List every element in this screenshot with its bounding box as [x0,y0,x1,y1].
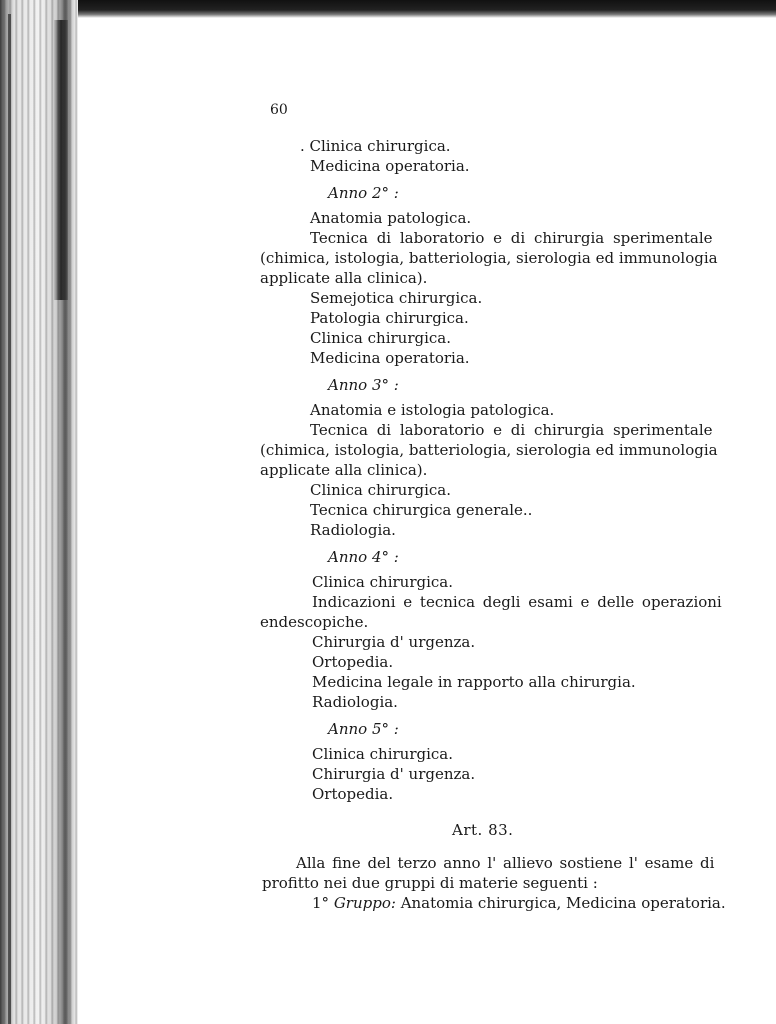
text-line: Indicazioni e tecnica degli esami e delle operazioni [312,593,722,611]
group-line [312,893,726,913]
text-line: Clinica chirurgica. [312,573,454,591]
text-line: Ortopedia. [312,785,394,803]
binding-crease [8,14,11,1024]
text-line: Ortopedia. [312,653,394,671]
group-number: 1° [312,894,334,912]
text-line: endescopiche. [260,613,369,631]
text-line: Chirurgia d' urgenza. [312,765,476,783]
text-line: Anatomia patologica. [310,209,472,227]
text-line: Patologia chirurgica. [310,309,469,327]
article-heading: Art. 83. [452,821,514,839]
page-top-shadow [0,0,776,18]
text-line: Tecnica di laboratorio e di chirurgia sperimentale [310,421,713,439]
text-line: Clinica chirurgica. [310,329,452,347]
year-heading-3: Anno 3° : [328,376,399,394]
text-line: Tecnica chirurgica generale.. [310,501,533,519]
group-label: Gruppo: [333,894,396,912]
text-line: profitto nei due gruppi di materie seguenti : [262,874,598,892]
text-line: Radiologia. [312,693,398,711]
text-line: Clinica chirurgica. [312,745,454,763]
text-line: applicate alla clinica). [260,461,428,479]
text-line: (chimica, istologia, batteriologia, sierologia ed immunologia [260,249,718,267]
text-line: Alla fine del terzo anno l' allievo sostiene l' esame di [296,854,715,872]
text-line: Chirurgia d' urgenza. [312,633,476,651]
text-line: Radiologia. [310,521,396,539]
year-heading-4: Anno 4° : [328,548,399,566]
text-line: Medicina operatoria. [310,349,470,367]
group-subjects: Anatomia chirurgica, Medicina operatoria. [395,894,726,912]
text-line: Semejotica chirurgica. [310,289,483,307]
binding-shadow [54,20,68,300]
page-number: 60 [270,102,288,118]
text-line: (chimica, istologia, batteriologia, sierologia ed immunologia [260,441,718,459]
text-line: . Clinica chirurgica. [300,137,451,155]
text-line: Tecnica di laboratorio e di chirurgia sperimentale [310,229,713,247]
text-line: Medicina operatoria. [310,157,470,175]
text-line: Clinica chirurgica. [310,481,452,499]
text-line: Anatomia e istologia patologica. [310,401,555,419]
text-line: applicate alla clinica). [260,269,428,287]
year-heading-2: Anno 2° : [328,184,399,202]
text-line: Medicina legale in rapporto alla chirurgia. [312,673,636,691]
year-heading-5: Anno 5° : [328,720,399,738]
